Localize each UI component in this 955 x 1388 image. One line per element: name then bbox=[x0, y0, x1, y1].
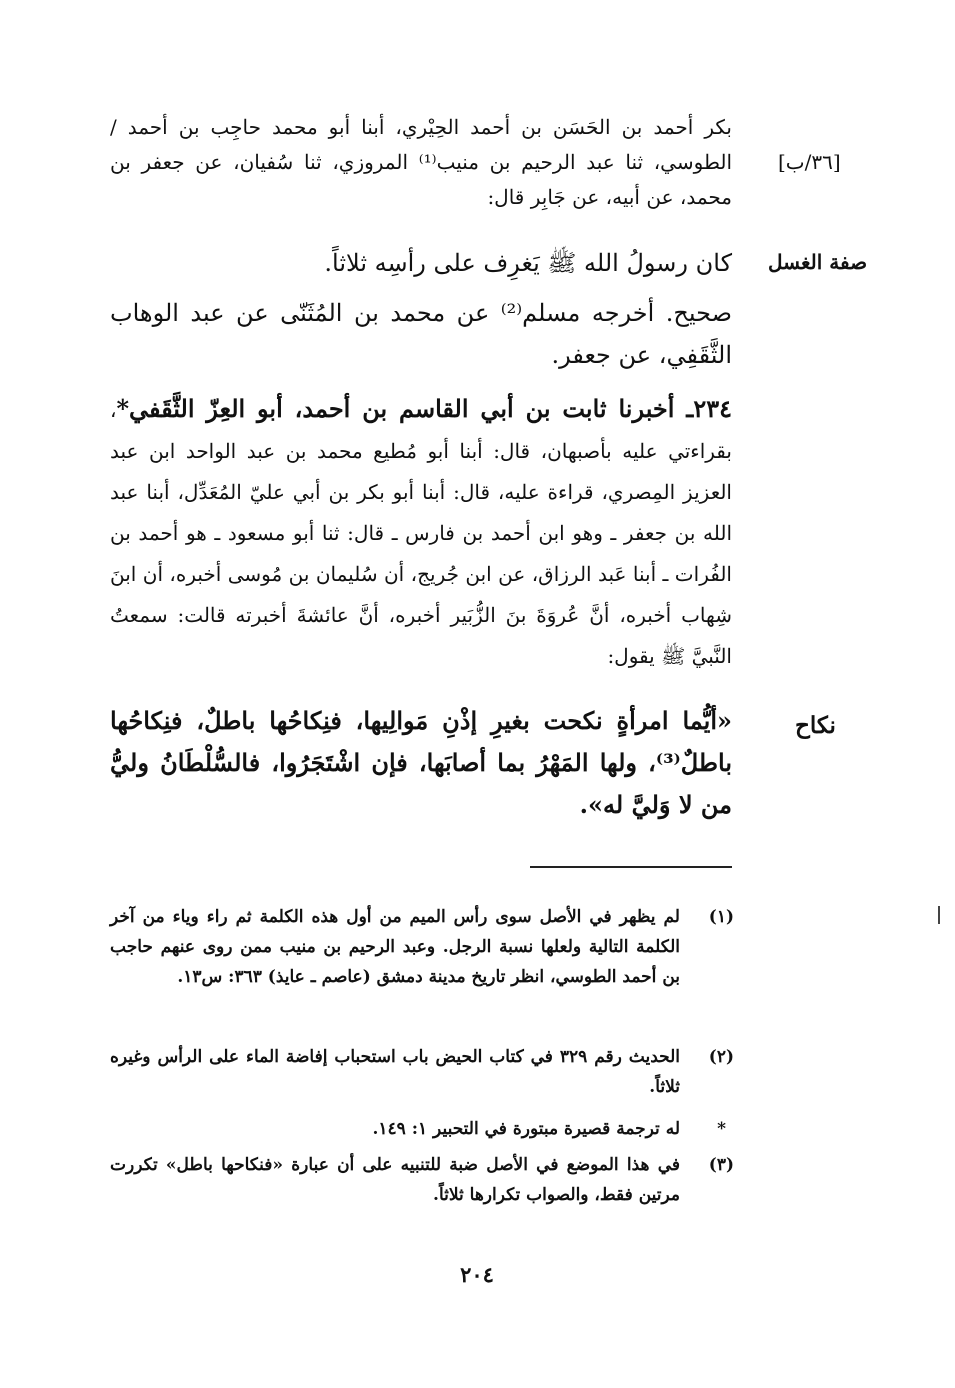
margin-note-nikah: نكاح bbox=[795, 712, 836, 739]
footnote-star bbox=[110, 1114, 734, 1144]
entry-234 bbox=[110, 388, 732, 677]
footnote-number: (٢) bbox=[708, 1047, 734, 1067]
hadith-nikah: «أيُّما امرأةٍ نكحت بغيرِ إذْنِ مَوالِيها، فنِكاحُها باطلٌ، فنِكاحُها باطلٌ⁽³⁾، ولها المَهْرُ بما أصابَها، فإن اشْتَجَرُوا، فالسُّلْطَانُ وليُّ من لا وَليَّ له». bbox=[110, 706, 732, 819]
footnote-text: الحديث رقم ٣٢٩ في كتاب الحيض باب استحباب إفاضة الماء على الرأس وغيره ثلاثاً. bbox=[110, 1047, 681, 1097]
entry-234-isnad: ، بقراءتي عليه بأصبهان، قال: أبنا أبو مُطيع محمد بن عبد الواحد ابن عبد العزيز المِصري، قراءة عليه، قال: أبنا أبو بكر بن أبي عليّ المُعَدِّل، أبنا عبد الله بن جعفر ـ وهو ابن أحمد بن فارس ـ قال: ثنا أبو مسعود ـ هو أحمد بن الفُرات ـ أبنا عَبد الرزاق، عن ابن جُريج، أن سُليمان بن مُوسى أخبره، أن ابنَ شِهاب أخبره، أنَّ عُروَةَ بنَ الزُّبَير أخبره، أنَّ عائشةَ أخبرته قالت: سمعتُ النَّبيَّ ﷺ يقول: bbox=[110, 398, 732, 668]
footnote-3 bbox=[110, 1150, 734, 1210]
footnote-number: (١) bbox=[708, 907, 734, 927]
scan-edge-mark bbox=[938, 906, 940, 924]
takhrij-paragraph: صحيح. أخرجه مسلم⁽²⁾ عن محمد بن المُثَنّى عن عبد الوهاب الثَّقَفِي، عن جعفر. bbox=[110, 299, 732, 369]
footnote-1 bbox=[110, 902, 734, 992]
footnote-2 bbox=[110, 1042, 734, 1102]
folio-marker: [٣٦/ب] bbox=[778, 150, 841, 174]
page-number: ٢٠٤ bbox=[460, 1262, 494, 1287]
footnote-separator bbox=[530, 866, 732, 868]
footnote-text: في هذا الموضع في الأصل ضبة للتنبيه على أن عبارة «فنكاحها باطل» تكررت مرتين فقط، والصواب تكرارها ثلاثاً. bbox=[110, 1155, 680, 1205]
entry-234-heading: ٢٣٤ـ أخبرنا ثابت بن أبي القاسم بن أحمد، أبو العِزّ الثَّقَفي* bbox=[116, 394, 732, 423]
footnote-number: (٣) bbox=[708, 1155, 734, 1175]
hadith-text: كان رسولُ الله ﷺ يَغرِف على رأسِه ثلاثاً. bbox=[324, 249, 732, 277]
footnote-text: لم يظهر في الأصل سوى رأس الميم من أول هذه الكلمة ثم راء وياء من آخر الكلمة التالية ولعلها نسبة الرجل. وعبد الرحيم بن منيب ممن روى عنهم حاجب بن أحمد الطوسي، انظر تاريخ مدينة دمشق (عاصم ـ عايذ) ٣٦٣: س١٣. bbox=[110, 907, 680, 987]
isnad-paragraph: بكر أحمد بن الحَسَن بن أحمد الحِيْري، أبنا أبو محمد حاجِب بن أحمد / الطوسي، ثنا عبد الرحيم بن منيب⁽¹⁾ المروزي، ثنا سُفيان، عن جعفر بن محمد، عن أبيه، عن جَابِر قال: bbox=[110, 115, 733, 209]
footnote-text: له ترجمة قصيرة مبتورة في التحبير ١: ١٤٩. bbox=[372, 1119, 680, 1139]
footnote-number: * bbox=[717, 1119, 726, 1139]
margin-note-wudu: صفة الغسل bbox=[768, 250, 868, 274]
